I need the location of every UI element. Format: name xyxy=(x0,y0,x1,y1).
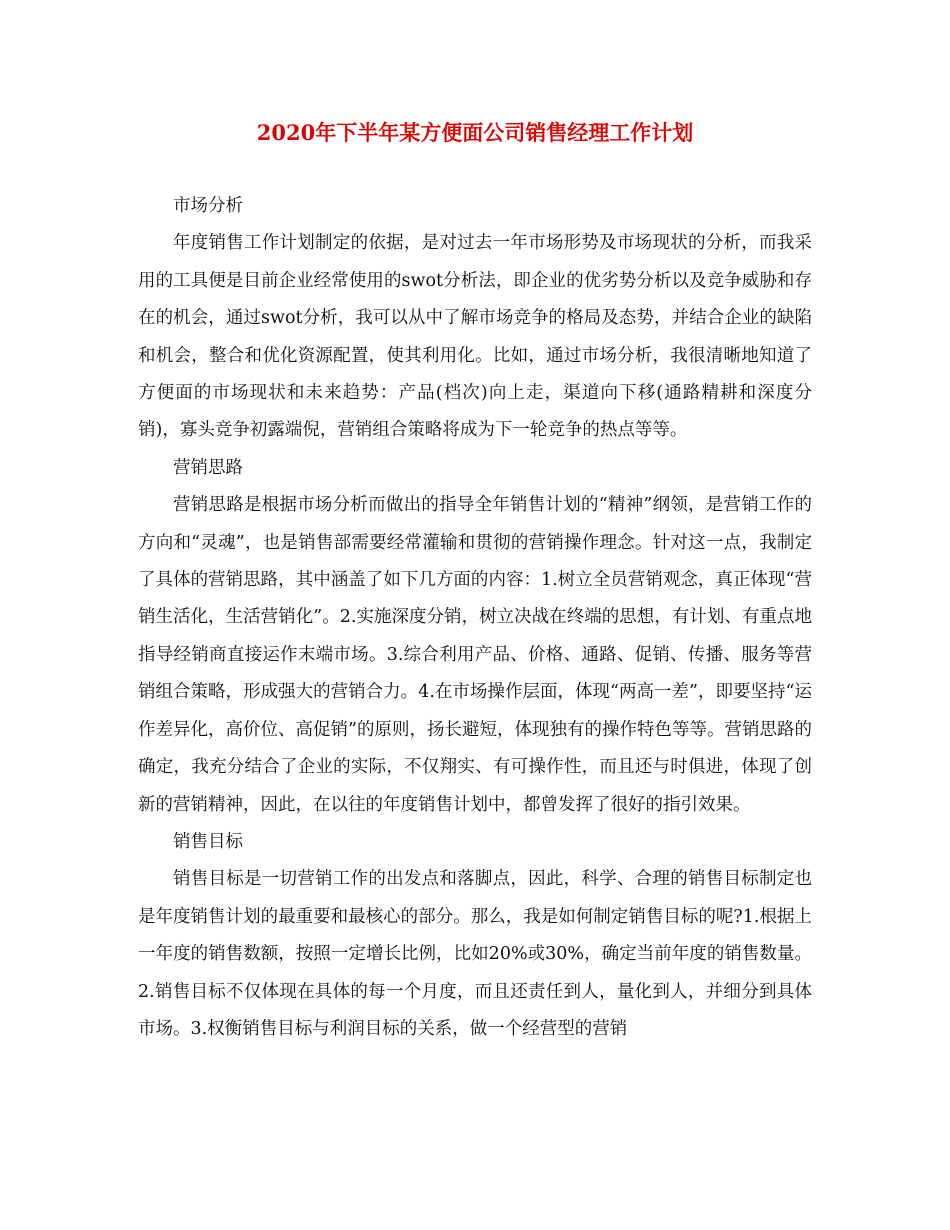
section-paragraph-sales-target: 销售目标是一切营销工作的出发点和落脚点，因此，科学、合理的销售目标制定也是年度销售计划的最重要和最核心的部分。那么，我是如何制定销售目标的呢?1.根据上一年度的销售数额，按照一定增长比例，比如20%或30%，确定当前年度的销售数量。2.销售目标不仅体现在具体的每一个月度，而且还责任到人，量化到人，并细分到具体市场。3.权衡销售目标与利润目标的关系，做一个经营型的营销 xyxy=(138,869,812,1039)
section-heading-sales-target: 销售目标 xyxy=(173,831,243,852)
section-paragraph-marketing-approach: 营销思路是根据市场分析而做出的指导全年销售计划的“精神”纲领，是营销工作的方向和“灵魂”，也是销售部需要经常灌输和贯彻的营销操作理念。针对这一点，我制定了具体的营销思路，其中涵盖了如下几方面的内容：1.树立全员营销观念，真正体现“营销生活化，生活营销化”。2.实施深度分销，树立决战在终端的思想，有计划、有重点地指导经销商直接运作末端市场。3.综合利用产品、价格、通路、促销、传播、服务等营销组合策略，形成强大的营销合力。4.在市场操作层面，体现“两高一差”，即要坚持“运作差异化，高价位、高促销”的原则，扬长避短，体现独有的操作特色等等。营销思路的确定，我充分结合了企业的实际，不仅翔实、有可操作性，而且还与时俱进，体现了创新的营销精神，因此，在以往的年度销售计划中，都曾发挥了很好的指引效果。 xyxy=(138,495,812,815)
section-heading-market-analysis: 市场分析 xyxy=(173,196,243,216)
section-heading-marketing-approach: 营销思路 xyxy=(173,457,243,478)
section-paragraph-market-analysis: 年度销售工作计划制定的依据，是对过去一年市场形势及市场现状的分析，而我采用的工具便是目前企业经常使用的swot分析法，即企业的优劣势分析以及竞争威胁和存在的机会，通过swot分析，我可以从中了解市场竞争的格局及态势，并结合企业的缺陷和机会，整合和优化资源配置，使其利用化。比如，通过市场分析，我很清晰地知道了方便面的市场现状和未来趋势：产品(档次)向上走，渠道向下移(通路精耕和深度分销)，寡头竞争初露端倪，营销组合策略将成为下一轮竞争的热点等等。 xyxy=(138,233,812,441)
document-title: 2020年下半年某方便面公司销售经理工作计划 xyxy=(256,120,694,145)
document-body xyxy=(138,188,812,1048)
